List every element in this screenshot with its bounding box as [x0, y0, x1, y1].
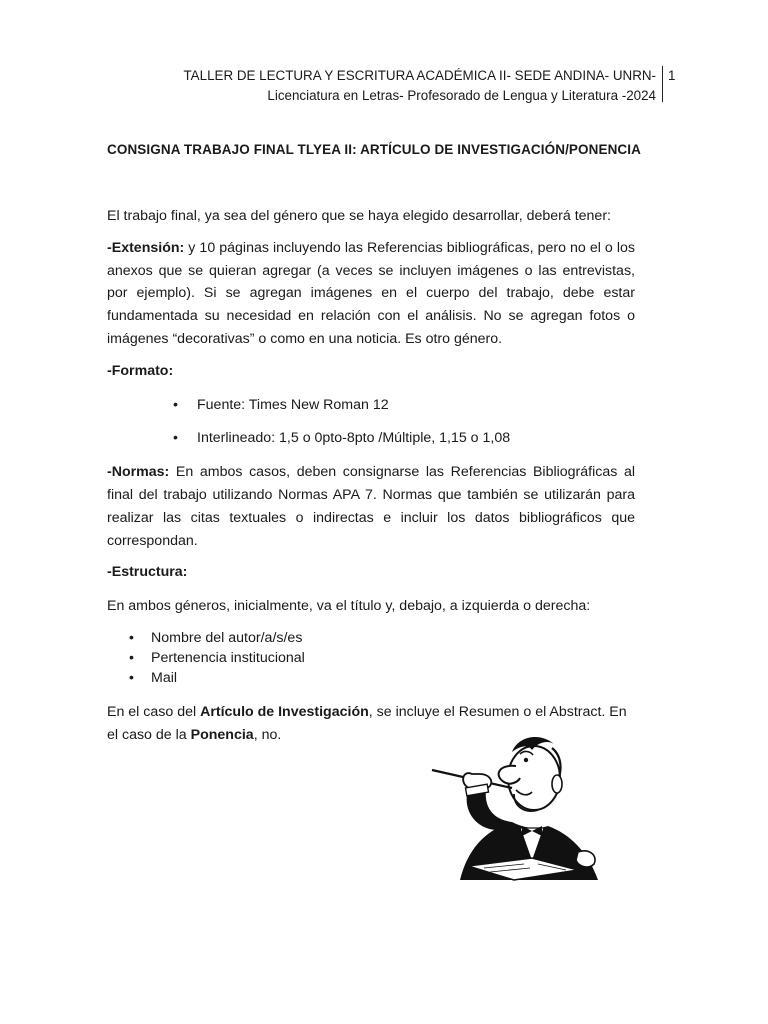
normas-text: En ambos casos, deben consignarse las Referencias Bibliográficas al final del trabajo utilizando Normas APA 7. Normas que también se utilizarán para realizar las citas textuales o indirectas e incluir los datos bibliográficos que correspondan. — [107, 464, 635, 549]
bullet-icon: • — [173, 396, 178, 413]
estructura-label-text: -Estructura: — [107, 564, 188, 581]
page-number: 1 — [668, 68, 676, 83]
closing-text-3: , no. — [253, 726, 282, 743]
formato-label — [107, 360, 635, 383]
list-item — [107, 648, 635, 668]
list-item — [107, 427, 635, 450]
extension-paragraph — [107, 237, 635, 351]
closing-text-2: , se incluye el Resumen o el Abstract. En el caso de la — [107, 703, 627, 743]
list-item — [107, 628, 635, 648]
bullet-icon: • — [129, 629, 134, 646]
running-header — [184, 66, 657, 106]
list-item — [107, 394, 635, 417]
list-item — [107, 668, 635, 688]
bullet-icon: • — [129, 669, 134, 686]
document-body — [107, 205, 635, 756]
intro-paragraph: El trabajo final, ya sea del género que se haya elegido desarrollar, deberá tener: — [107, 208, 611, 224]
list-item-text: Pertenencia institucional — [151, 649, 305, 666]
estructura-list — [107, 628, 635, 688]
list-item-text: Mail — [151, 669, 178, 686]
closing-text-1: En el caso del — [107, 703, 201, 720]
closing-bold-2: Ponencia — [190, 726, 254, 743]
thinking-writer-illustration — [428, 730, 614, 882]
header-line-2: Licenciatura en Letras- Profesorado de Lengua y Literatura -2024 — [267, 88, 656, 103]
closing-bold-1: Artículo de Investigación — [200, 703, 369, 720]
list-item-text: Fuente: Times New Roman 12 — [197, 396, 389, 413]
extension-label: -Extensión: — [107, 239, 185, 256]
estructura-intro: En ambos géneros, inicialmente, va el título y, debajo, a izquierda o derecha: — [107, 598, 591, 615]
normas-label: -Normas: — [107, 464, 170, 481]
estructura-label — [107, 561, 635, 584]
normas-paragraph — [107, 461, 635, 552]
formato-list — [107, 394, 635, 451]
formato-label-text: -Formato: — [107, 362, 174, 379]
list-item-text: Interlineado: 1,5 o 0pto-8pto /Múltiple, 1,15 o 1,08 — [197, 430, 511, 447]
header-line-1: TALLER DE LECTURA Y ESCRITURA ACADÉMICA II- SEDE ANDINA- UNRN- — [183, 68, 656, 83]
header-divider — [662, 66, 663, 102]
extension-text: y 10 páginas incluyendo las Referencias bibliográficas, pero no el o los anexos que se quieran agregar (a veces se incluyen imágenes o las entrevistas, por ejemplo). Si se agregan imágenes en el cuerpo del trabajo, debe estar fundamentada su necesidad en relación con el análisis. No se agregan fotos o imágenes “decorativas” o como en una noticia. Es otro género. — [107, 239, 635, 347]
bullet-icon: • — [173, 430, 178, 447]
list-item-text: Nombre del autor/a/s/es — [151, 629, 303, 646]
document-title: CONSIGNA TRABAJO FINAL TLYEA II: ARTÍCULO DE INVESTIGACIÓN/PONENCIA — [107, 142, 641, 157]
bullet-icon: • — [129, 649, 134, 666]
